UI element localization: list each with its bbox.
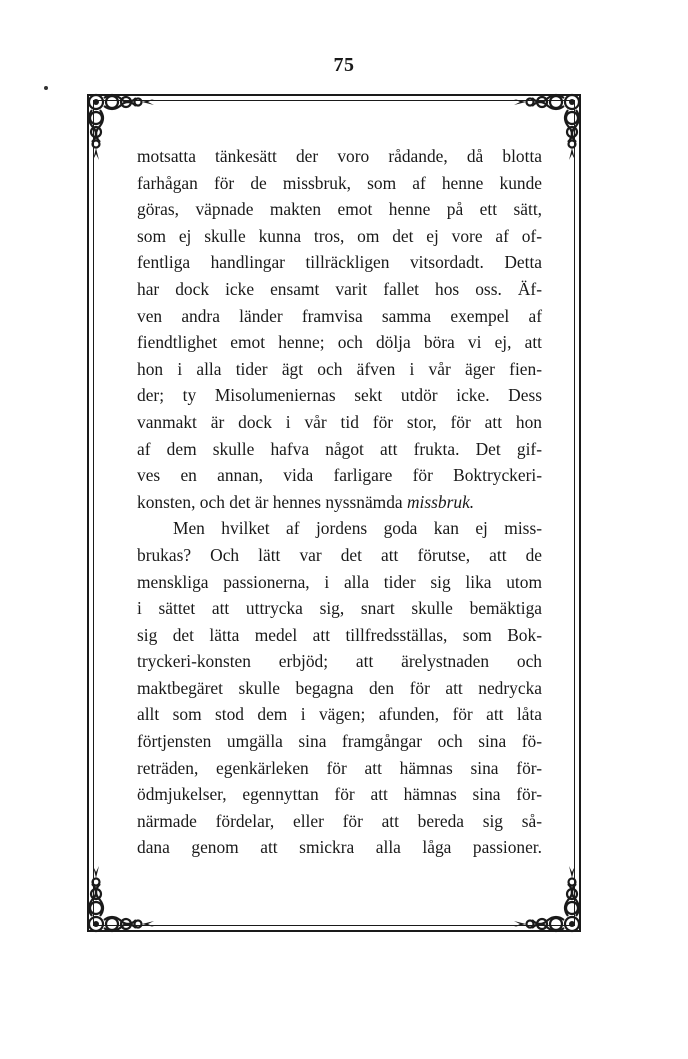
text-line: allt som stod dem i vägen; afunden, för att låta	[137, 704, 542, 725]
text-line-prefix: konsten, och det är hennes nyssnämda	[137, 491, 407, 512]
text-line: menskliga passionerna, i alla tider sig lika utom	[137, 571, 542, 592]
text-line	[137, 489, 542, 516]
text-line: sig det lätta medel att tillfredsställas, som Bok-	[137, 624, 542, 645]
text-line: motsatta tänkesätt der voro rådande, då blotta	[137, 146, 542, 166]
text-line: i sättet att uttrycka sig, snart skulle bemäktiga	[137, 598, 542, 619]
text-line: närmade fördelar, eller för att bereda sig så-	[137, 810, 542, 831]
ink-speck	[44, 86, 48, 90]
text-line: brukas? Och lätt var det att förutse, att de	[137, 544, 542, 565]
text-line: som ej skulle kunna tros, om det ej vore af of-	[137, 225, 542, 246]
text-line: ven andra länder framvisa samma exempel af	[137, 305, 542, 326]
text-line: dana genom att smickra alla låga passioner.	[137, 837, 542, 858]
text-line: ves en annan, vida farligare för Boktryckeri-	[137, 465, 542, 486]
text-line: förtjensten umgälla sina framgångar och sina fö-	[137, 731, 542, 752]
text-line: af dem skulle hafva något att frukta. Det gif-	[137, 438, 542, 459]
text-line: tryckeri-konsten erbjöd; att ärelystnaden och	[137, 651, 542, 672]
knotwork-ornament-icon	[490, 860, 586, 938]
text-line: Men hvilket af jordens goda kan ej miss-	[173, 518, 542, 539]
paragraph-1	[137, 143, 542, 515]
corner-ornament-bottom-right-icon	[490, 860, 586, 938]
text-line: fentliga handlingar tillräckligen vitsordadt. Detta	[137, 252, 542, 273]
text-line: reträden, egenkärleken för att hämnas sina för-	[137, 757, 542, 778]
text-line: der; ty Misolumeniernas sekt utdör icke. Dess	[137, 385, 542, 406]
text-line: fiendtlighet emot henne; och dölja böra vi ej, att	[137, 332, 542, 353]
text-line: farhågan för de missbruk, som af henne kunde	[137, 172, 542, 193]
corner-ornament-bottom-left-icon	[82, 860, 178, 938]
knotwork-ornament-icon	[82, 860, 178, 938]
body-text	[137, 143, 542, 861]
text-line: hon i alla tider ägt och äfven i vår äger fien-	[137, 358, 542, 379]
emphasis-word: missbruk.	[406, 491, 475, 512]
text-line: vanmakt är dock i vår tid för stor, för att hon	[137, 411, 542, 432]
text-line: har dock icke ensamt varit fallet hos oss. Äf-	[137, 278, 542, 299]
text-line: ödmjukelser, egennyttan för att hämnas sina för-	[137, 784, 542, 805]
paragraph-2	[137, 515, 542, 861]
page-number: 75	[333, 54, 355, 76]
text-line: maktbegäret skulle begagna den för att nedrycka	[137, 677, 542, 698]
text-line: göras, väpnade makten emot henne på ett sätt,	[137, 199, 542, 220]
